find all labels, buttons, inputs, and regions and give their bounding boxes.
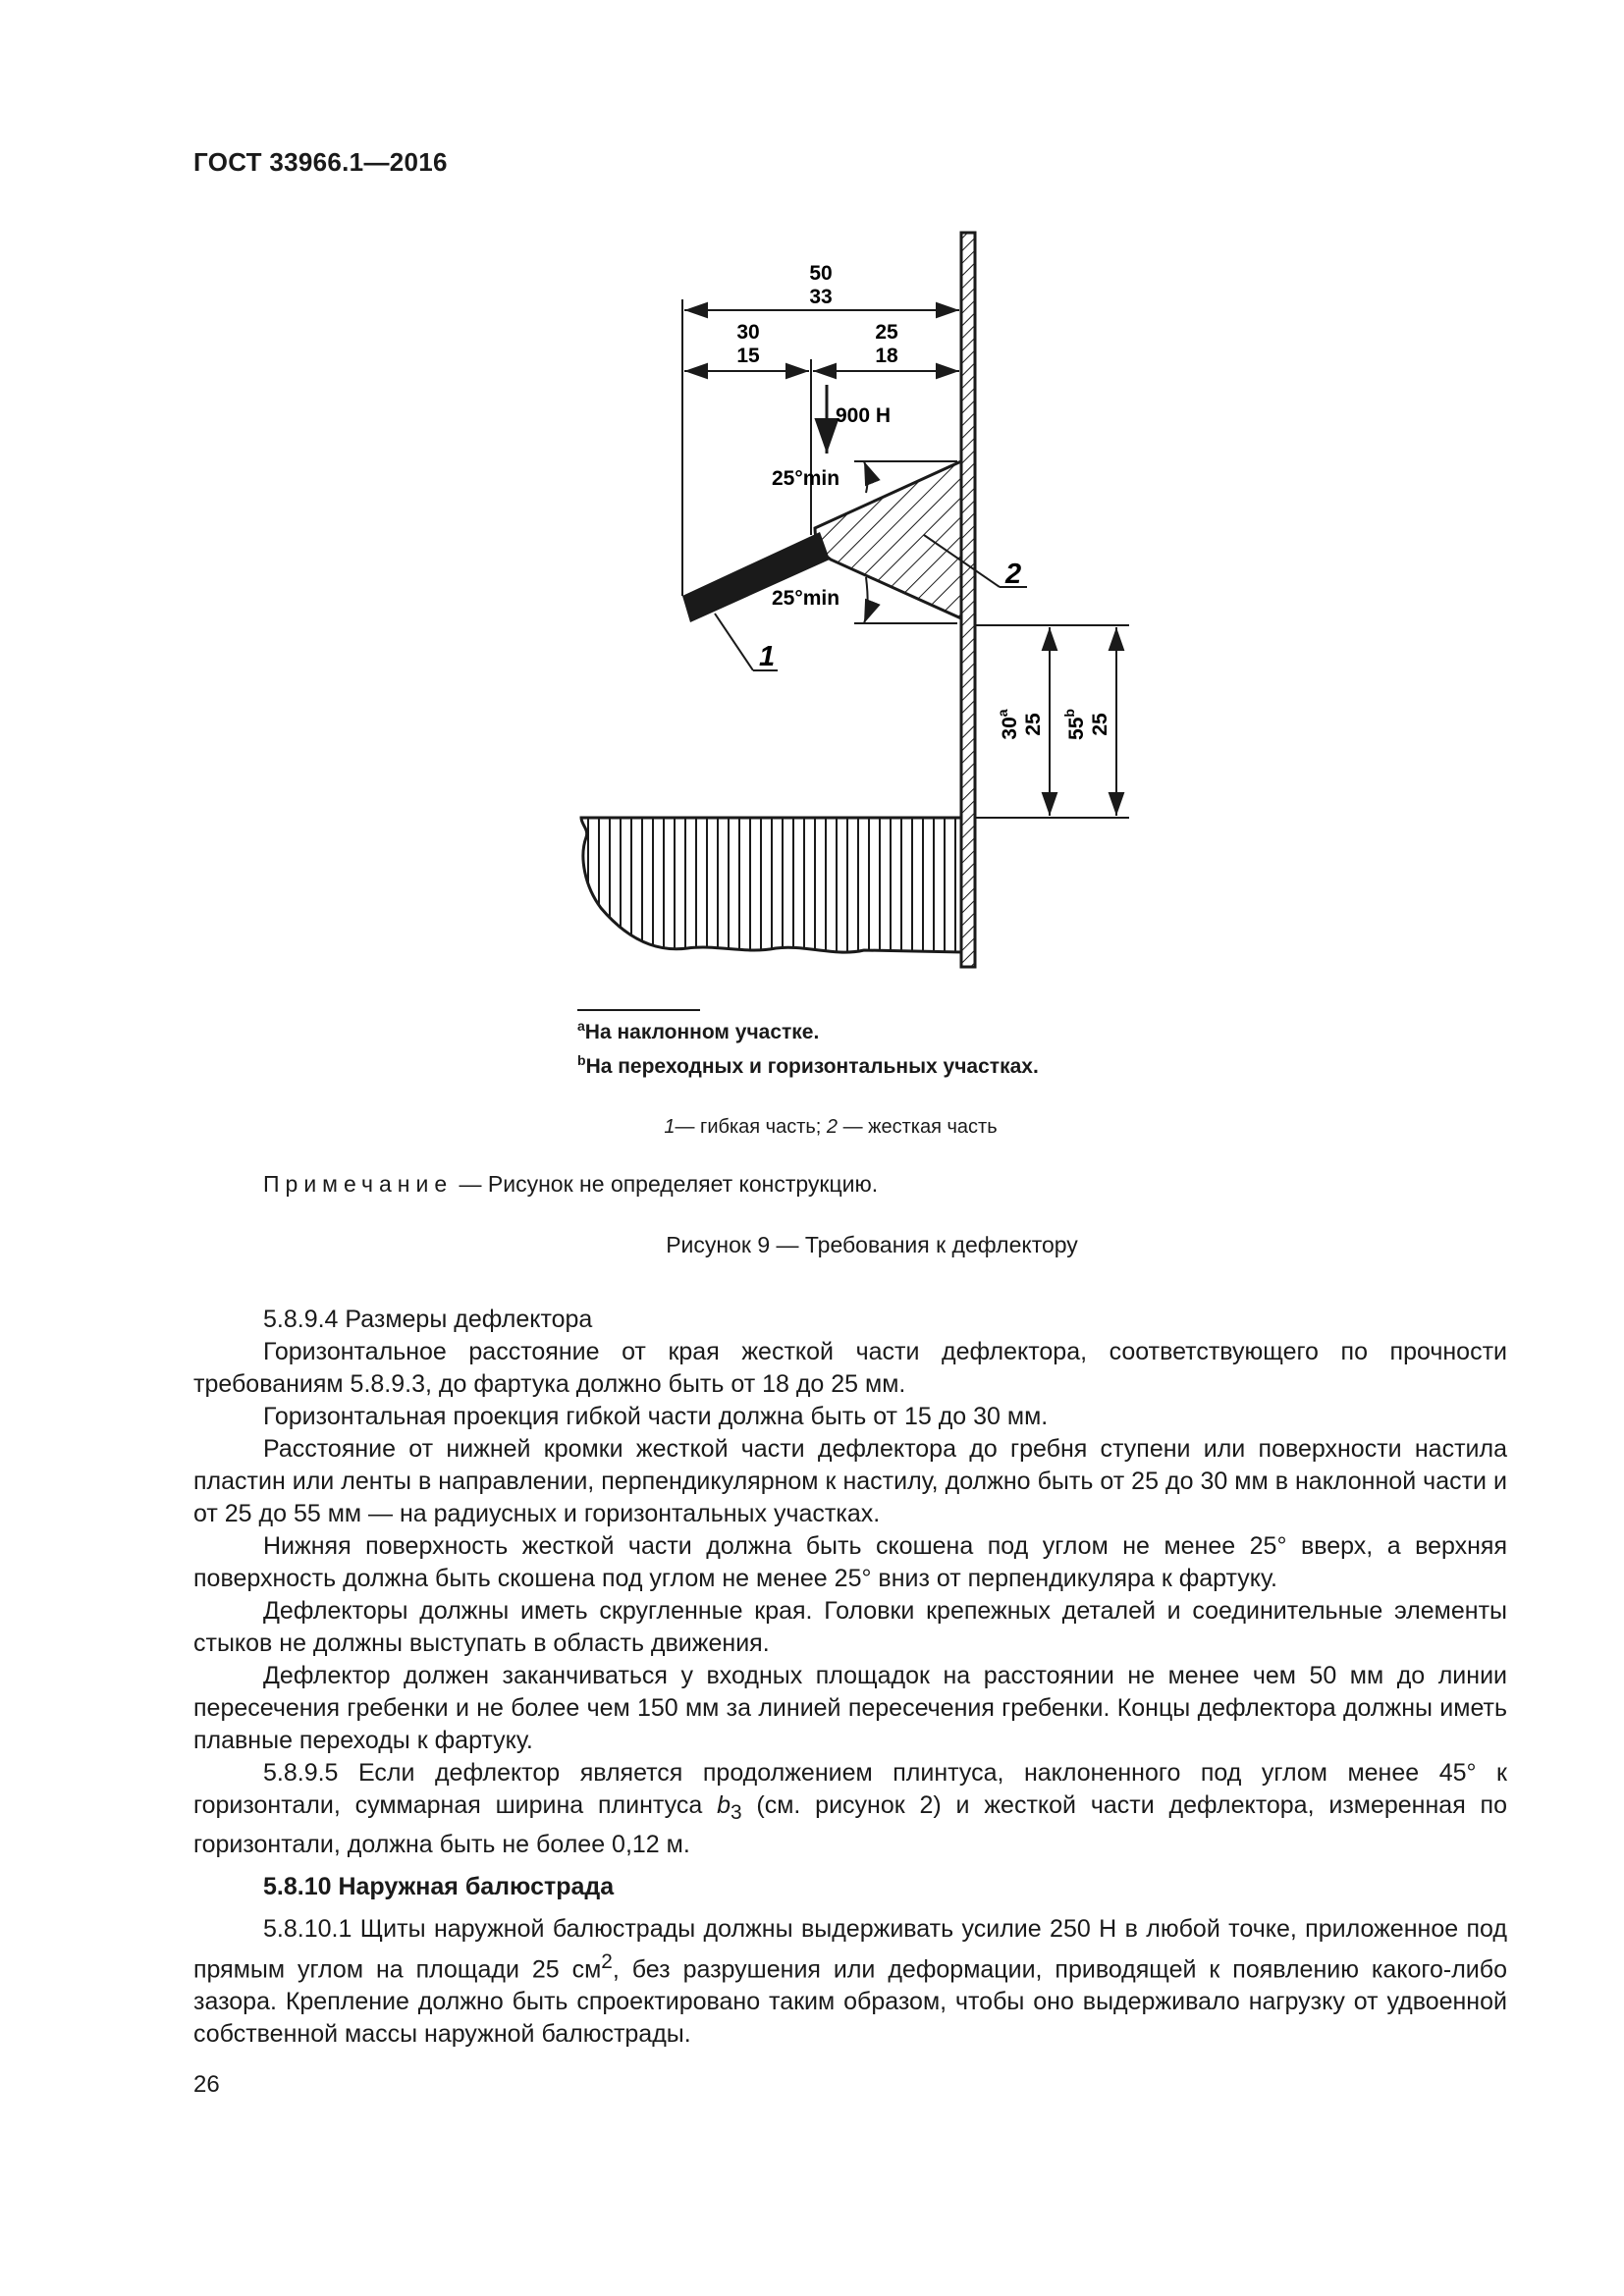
- angle-lower-label: 25°min: [772, 587, 840, 610]
- footnote-rule: [577, 1009, 700, 1011]
- dim-right-top: 25: [875, 321, 898, 344]
- dim-total-bottom: 33: [809, 286, 833, 308]
- callout-1: 1: [759, 641, 776, 672]
- paragraph: Нижняя поверхность жесткой части должна быть скошена под углом не менее 25° вверх, а верхняя поверхность должна быть скошена под углом не менее 25° вниз от перпендикуляра к фартуку.: [193, 1532, 1507, 1592]
- angle-upper-label: 25°min: [772, 467, 840, 490]
- paragraph: Горизонтальное расстояние от края жесткой части дефлектора, соответствующего по прочности требованиям 5.8.9.3, до фартука должно быть от 18 до 25 мм.: [193, 1338, 1507, 1398]
- force-label: 900 Н: [836, 404, 892, 427]
- figure-legend: 1— гибкая часть; 2 — жесткая часть: [664, 1116, 998, 1138]
- footnote-a: $^a$На наклонном участке.: [577, 1018, 820, 1043]
- dim-total-top: 50: [809, 262, 833, 285]
- paragraph: Дефлекторы должны иметь скругленные края. Головки крепежных деталей и соединительные элементы стыков не должны выступать в область движения.: [193, 1597, 1507, 1657]
- paragraph: Расстояние от нижней кромки жесткой части дефлектора до гребня ступени или поверхности настила пластин или ленты в направлении, перпендикулярном к настилу, должно быть от 25 до 30 мм в наклонной части и от 25 до 55 мм — на радиусных и горизонтальных участках.: [193, 1435, 1507, 1527]
- paragraph: 5.8.9.5 Если дефлектор является продолжением плинтуса, наклоненного под углом менее 45° к горизонтали, суммарная ширина плинтуса $b_3$ (см. рисунок 2) и жесткой части дефлектора, измеренная по горизонтали, должна быть не более 0,12 м.: [193, 1759, 1507, 1858]
- figure-caption: Рисунок 9 — Требования к дефлектору: [666, 1232, 1078, 1257]
- dim-right-bottom: 18: [875, 345, 898, 367]
- deflector-figure: [0, 0, 1624, 1099]
- document-header: ГОСТ 33966.1—2016: [193, 147, 448, 177]
- callout-2: 2: [1005, 559, 1022, 590]
- step-comb: [581, 818, 961, 952]
- paragraph: 5.8.9.4 Размеры дефлектора: [263, 1306, 593, 1333]
- section-heading: 5.8.10 Наружная балюстрада: [263, 1873, 615, 1900]
- vdim2-label: 55$^b$: [1061, 709, 1088, 740]
- paragraph: 5.8.10.1 Щиты наружной балюстрады должны выдерживать усилие 250 Н в любой точке, приложенное под прямым углом на площади 25 $см^2$, без разрушения или деформации, приводящей к появлению какого-либо зазора. Крепление должно быть спроектировано таким образом, чтобы оно выдерживало нагрузку от удвоенной собственной массы наружной балюстрады.: [193, 1915, 1507, 2049]
- apron-wall: [961, 233, 975, 967]
- body-text: [193, 1304, 1507, 2051]
- paragraph: Дефлектор должен заканчиваться у входных площадок на расстоянии не менее чем 50 мм до линии пересечения гребенки и не более чем 150 мм за линией пересечения гребенки. Концы дефлектора должны иметь плавные переходы к фартуку.: [193, 1662, 1507, 1754]
- paragraph: Горизонтальная проекция гибкой части должна быть от 15 до 30 мм.: [263, 1403, 1049, 1430]
- footnote-b: $^b$На переходных и горизонтальных участках.: [577, 1052, 1039, 1078]
- dim-left-bottom: 15: [736, 345, 760, 367]
- figure-note: Примечание — Рисунок не определяет конструкцию.: [263, 1171, 879, 1197]
- vdim2-second: 25: [1089, 713, 1111, 736]
- page-number: 26: [193, 2071, 220, 2098]
- dim-left-top: 30: [736, 321, 760, 344]
- vdim1-label: 30$^a$: [995, 709, 1021, 740]
- vdim1-second: 25: [1022, 713, 1045, 736]
